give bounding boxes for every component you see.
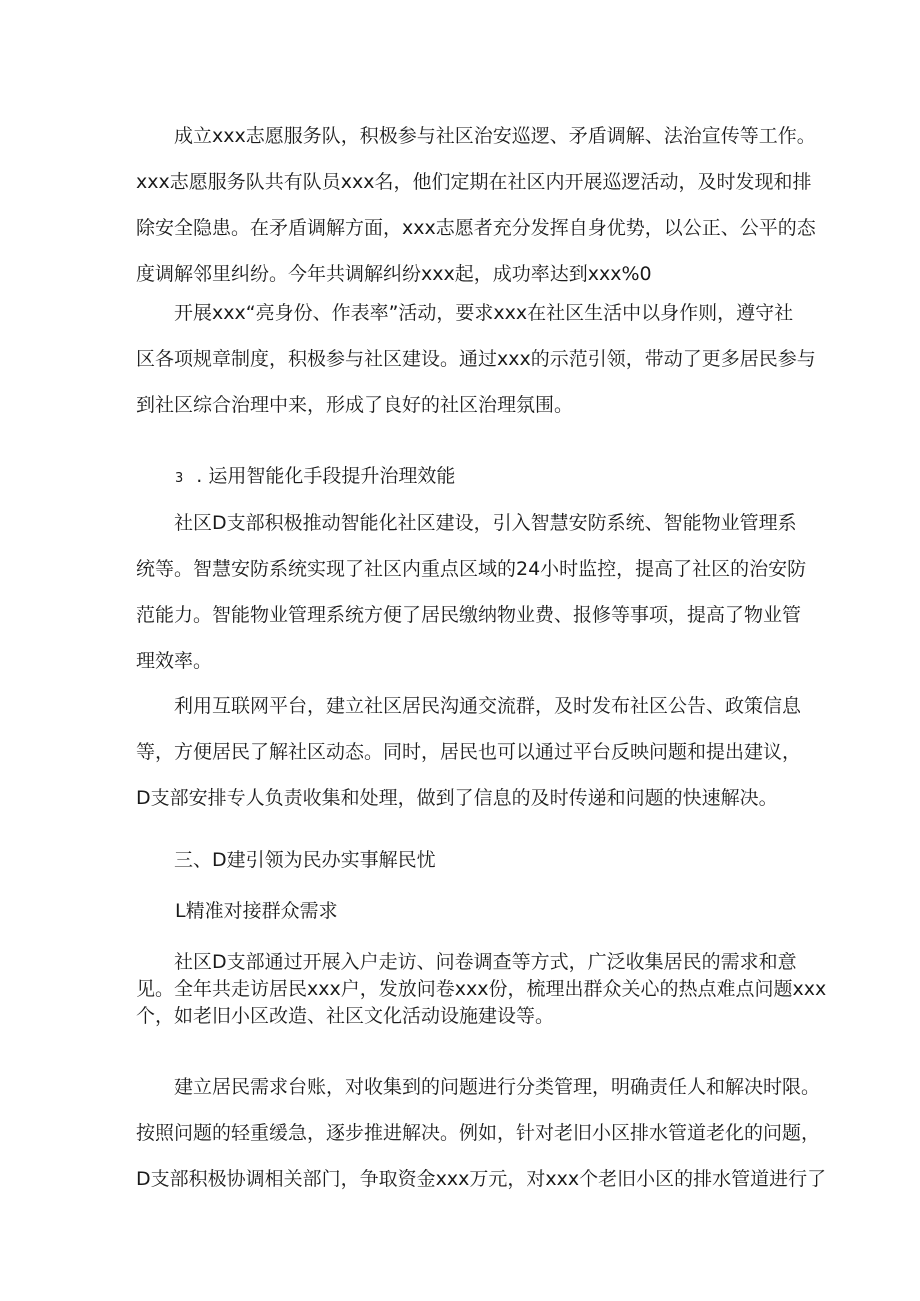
text-line: 统等。智慧安防系统实现了社区内重点区域的24小时监控，提高了社区的治安防 xyxy=(136,558,807,580)
text-line: 个，如老旧小区改造、社区文化活动设施建设等。 xyxy=(136,1005,555,1027)
paragraph-smart-community xyxy=(136,500,807,684)
text-line: 等，方便居民了解社区动态。同时，居民也可以通过平台反映问题和提出建议， xyxy=(136,741,802,763)
heading-text: 三、D建引领为民办实事解民忧 xyxy=(174,849,436,871)
text-line: 见。全年共走访居民xxx户，发放问卷xxx份，梳理出群众关心的热点难点问题xxx xyxy=(136,978,827,1000)
text-line: 度调解邻里纠纷。今年共调解纠纷xxx起，成功率达到xxx%0 xyxy=(136,263,652,285)
subheading-precise-docking xyxy=(175,888,338,934)
paragraph-survey xyxy=(136,949,827,1030)
text-line: 社区D支部通过开展入户走访、问卷调查等方式，广泛收集居民的需求和意 xyxy=(174,951,797,973)
text-line: 区各项规章制度，积极参与社区建设。通过xxx的示范引领，带动了更多居民参与 xyxy=(136,348,816,370)
paragraph-volunteer-team xyxy=(136,113,816,297)
paragraph-demand-ledger xyxy=(136,1064,827,1202)
heading-text: L精准对接群众需求 xyxy=(175,900,338,922)
heading-number: 3 xyxy=(175,471,185,486)
text-line: 范能力。智能物业管理系统方便了居民缴纳物业费、报修等事项，提高了物业管 xyxy=(136,604,802,626)
text-line: D支部积极协调相关部门，争取资金xxx万元，对xxx个老旧小区的排水管道进行了 xyxy=(136,1168,827,1190)
text-line: 理效率。 xyxy=(136,650,213,672)
section-heading-practical-affairs xyxy=(136,837,436,883)
section-heading-smart-governance xyxy=(175,453,455,502)
text-line: 按照问题的轻重缓急，逐步推进解决。例如，针对老旧小区排水管道老化的问题， xyxy=(136,1122,821,1144)
text-line: xxx志愿服务队共有队员xxx名，他们定期在社区内开展巡逻活动，及时发现和排 xyxy=(136,171,812,193)
text-line: D支部安排专人负责收集和处理，做到了信息的及时传递和问题的快速解决。 xyxy=(136,787,778,809)
paragraph-internet-platform xyxy=(136,683,802,821)
heading-text: . 运用智能化手段提升治理效能 xyxy=(196,465,456,487)
text-line: 除安全隐患。在矛盾调解方面，xxx志愿者充分发挥自身优势，以公正、公平的态 xyxy=(136,217,816,239)
text-line: 成立xxx志愿服务队，积极参与社区治安巡逻、矛盾调解、法治宣传等工作。 xyxy=(174,125,816,147)
text-line: 社区D支部积极推动智能化社区建设，引入智慧安防系统、智能物业管理系 xyxy=(174,512,797,534)
text-line: 利用互联网平台，建立社区居民沟通交流群，及时发布社区公告、政策信息 xyxy=(174,695,802,717)
paragraph-show-identity-activity xyxy=(136,290,816,428)
text-line: 到社区综合治理中来，形成了良好的社区治理氛围。 xyxy=(136,394,574,416)
text-line: 建立居民需求台账，对收集到的问题进行分类管理，明确责任人和解决时限。 xyxy=(174,1076,821,1098)
text-line: 开展xxx“亮身份、作表率”活动，要求xxx在社区生活中以身作则，遵守社 xyxy=(174,302,794,324)
